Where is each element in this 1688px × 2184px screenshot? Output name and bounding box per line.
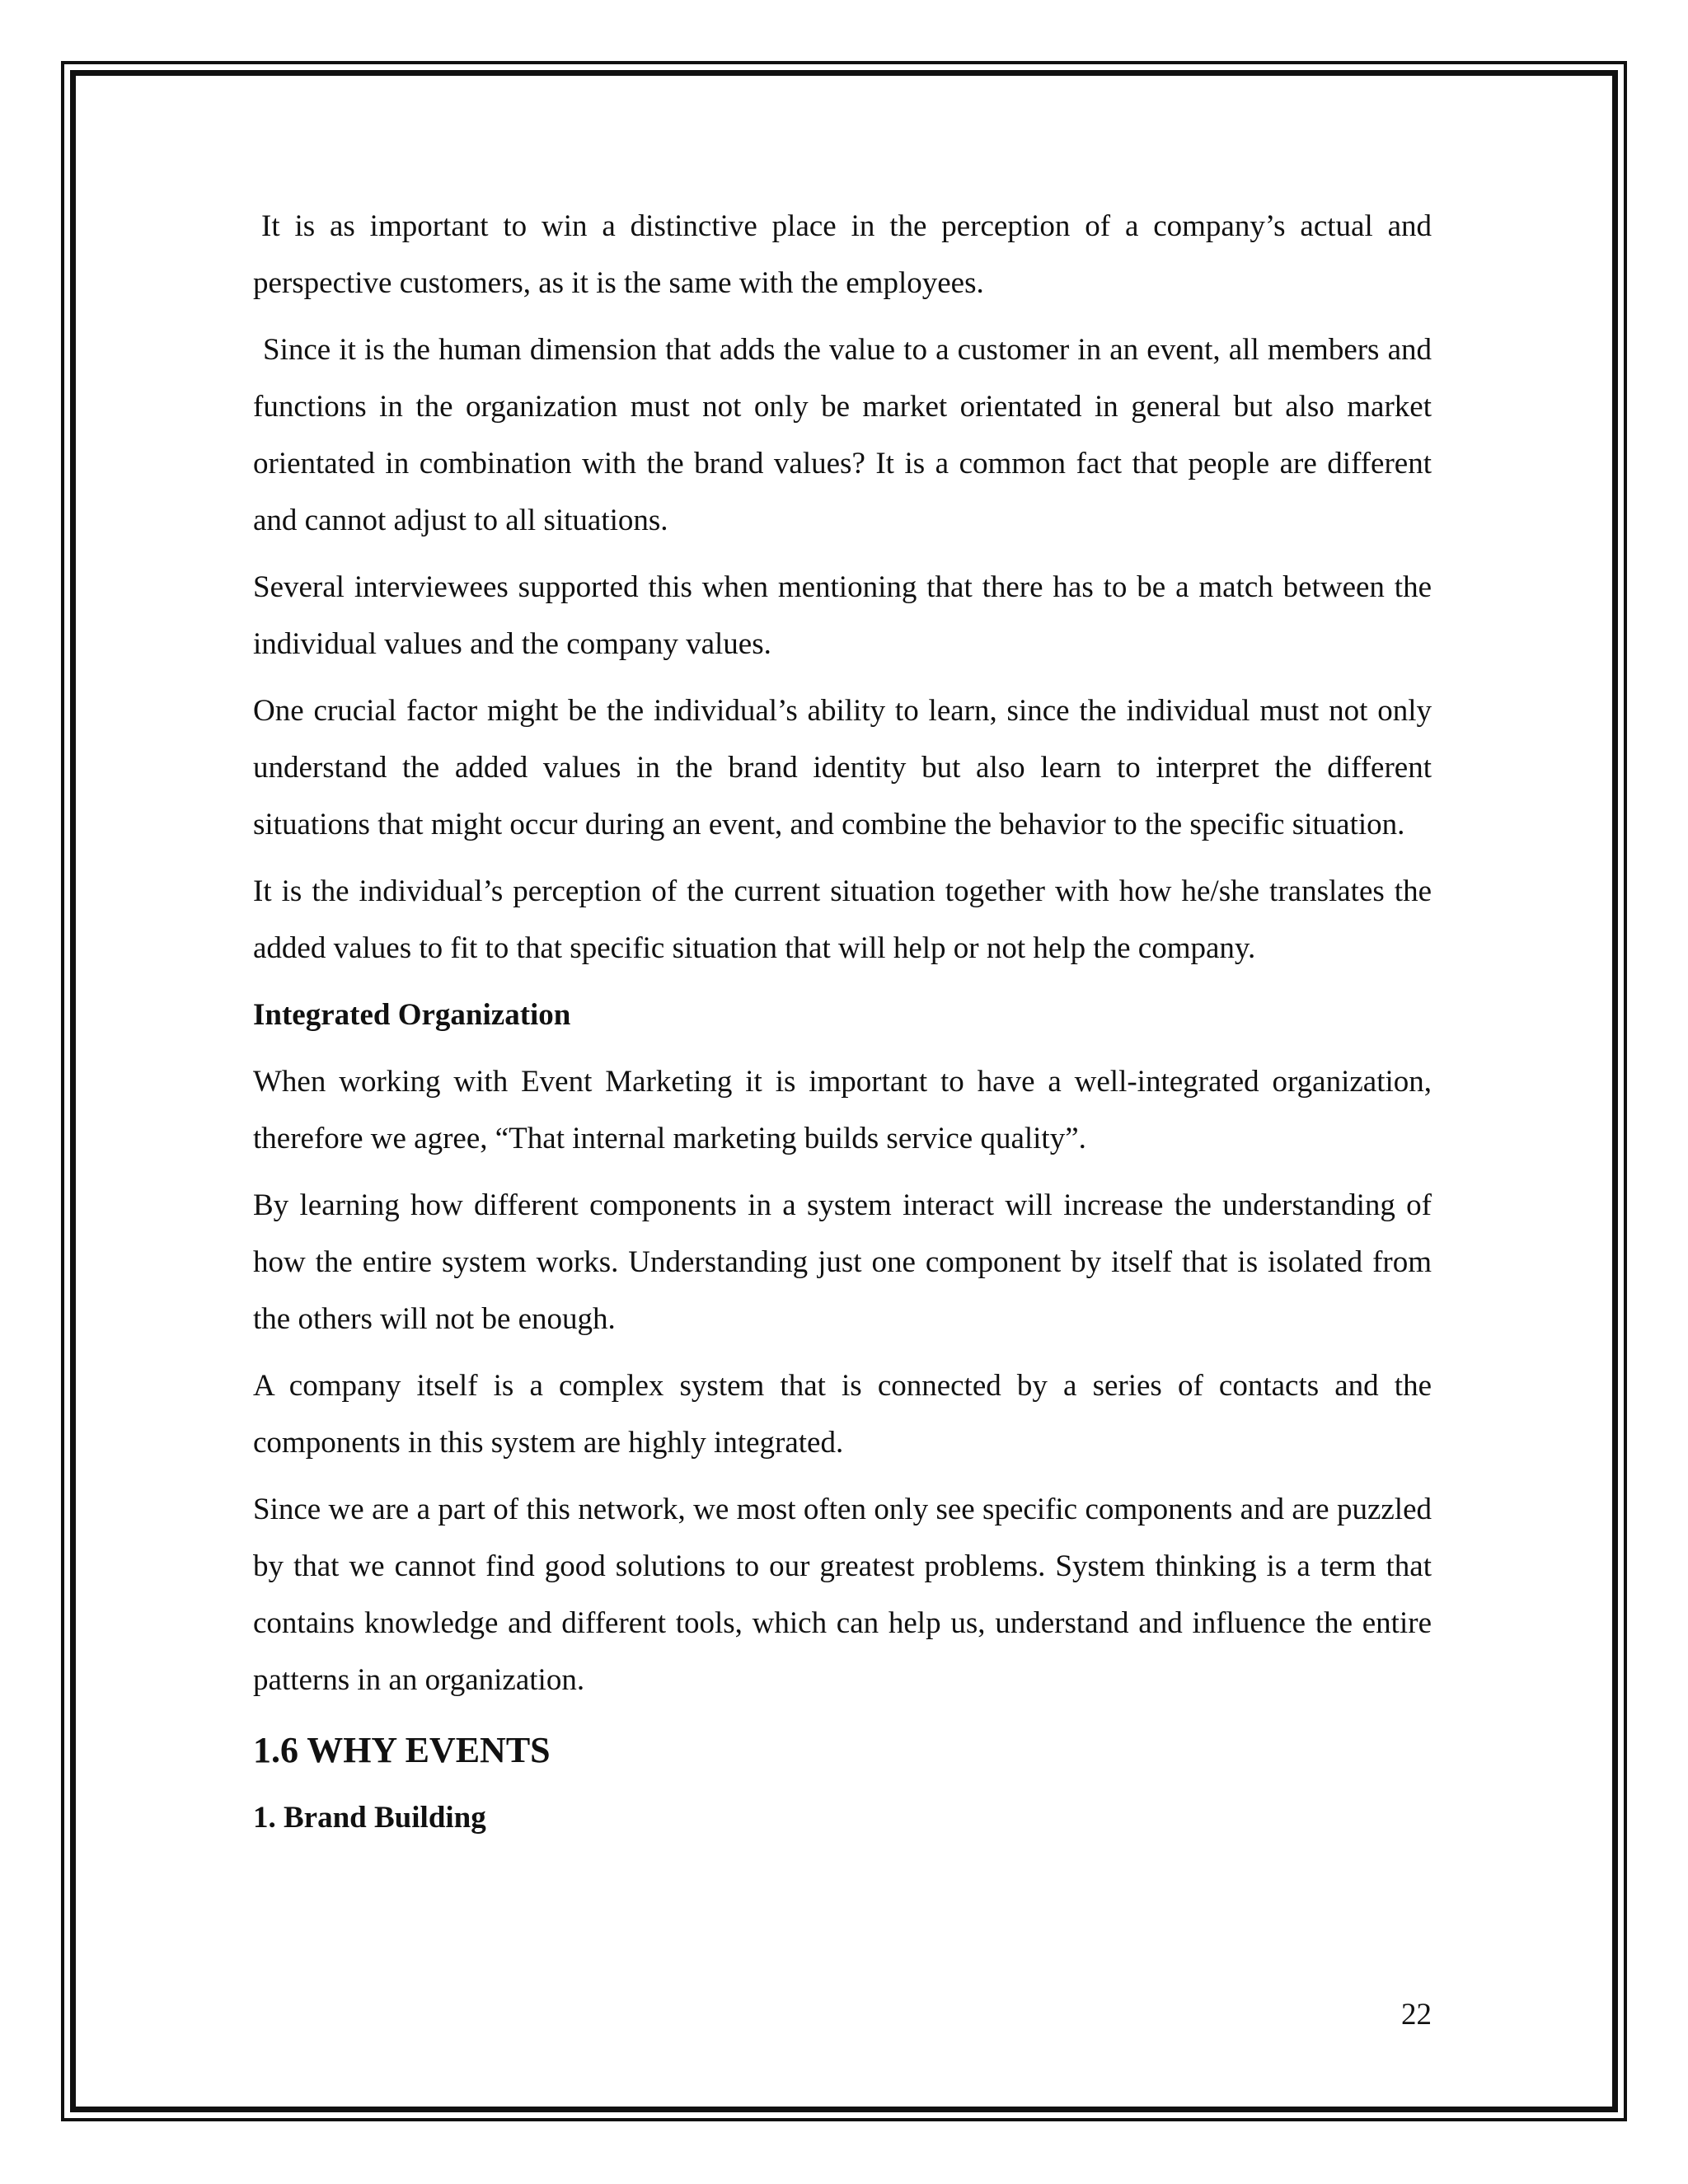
page-number: 22 — [1401, 1998, 1432, 2032]
body-paragraph: Since it is the human dimension that adds the value to a customer in an event, all members and functions in the organization must not only be market orientated in general but also market orientated in combination with the brand values? It is a common fact that people are different and cannot adjust to all situations. — [253, 333, 1432, 537]
body-paragraph: Since we are a part of this network, we most often only see specific components and are puzzled by that we cannot find good solutions to our greatest problems. System thinking is a term that contains knowledge and different tools, which can help us, understand and influence the entire patterns in an organization. — [253, 1493, 1432, 1697]
body-paragraph: By learning how different components in a system interact will increase the understanding of how the entire system works. Understanding just one component by itself that is isolated from the others will not be enough. — [253, 1188, 1432, 1336]
body-paragraph: One crucial factor might be the individual’s ability to learn, since the individual must not only understand the added values in the brand identity but also learn to interpret the different situations that might occur during an event, and combine the behavior to the specific situation. — [253, 694, 1432, 841]
body-paragraph: A company itself is a complex system that is connected by a series of contacts and the components in this system are highly integrated. — [253, 1369, 1432, 1460]
body-paragraph: When working with Event Marketing it is important to have a well-integrated organization, therefore we agree, “That internal marketing builds service quality”. — [253, 1065, 1432, 1155]
subheading-brand-building: 1. Brand Building — [253, 1801, 486, 1835]
subheading-integrated-organization: Integrated Organization — [253, 998, 571, 1032]
page-body — [253, 198, 1432, 1856]
section-title: 1.6 WHY EVENTS — [253, 1730, 551, 1770]
body-paragraph: It is the individual’s perception of the current situation together with how he/she translates the added values to fit to that specific situation that will help or not help the company. — [253, 874, 1432, 965]
body-paragraph: Several interviewees supported this when mentioning that there has to be a match between the individual values and the company values. — [253, 570, 1432, 661]
body-paragraph: It is as important to win a distinctive place in the perception of a company’s actual and perspective customers, as it is the same with the employees. — [253, 209, 1432, 300]
